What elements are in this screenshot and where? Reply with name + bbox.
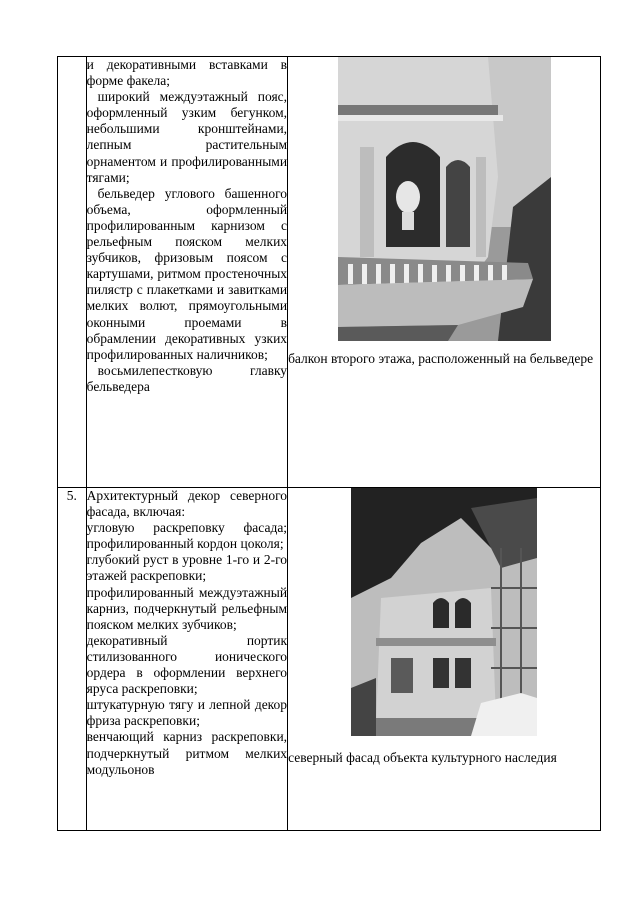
description-paragraph: декоративный портик стилизованного ионического ордера в оформлении верхнего яруса раскреповки;: [86, 632, 288, 697]
photo-caption: балкон второго этажа, расположенный на бельведере: [288, 351, 594, 366]
north-facade-photo-graphic: [351, 488, 537, 736]
description-paragraph: восьмилепестковую главку бельведера: [86, 362, 288, 394]
photo-cell: [288, 57, 601, 488]
description-paragraph: Архитектурный декор северного фасада, включая:: [86, 488, 288, 520]
description-paragraph: штукатурную тягу и лепной декор фриза раскреповки;: [86, 697, 288, 729]
tower-balcony-photo: [338, 57, 551, 341]
table-row: [58, 57, 601, 488]
row-number: [58, 57, 87, 488]
photo-caption: северный фасад объекта культурного наследия: [288, 750, 557, 765]
row-number: 5.: [58, 488, 87, 831]
north-facade-photo: [351, 488, 537, 736]
description-paragraph: профилированный междуэтажный карниз, подчеркнутый рельефным пояском мелких зубчиков;: [86, 584, 288, 632]
description-cell: [86, 488, 287, 831]
photo-cell: [288, 488, 601, 831]
description-paragraph: бельведер углового башенного объема, оформленный профилированным карнизом с рельефным пояском мелких зубчиков, фризовым поясом с картушами, ритмом простеночных пилястр с плакетками и завитками мелких волют, прямоугольными оконными проемами в обрамлении декоративных узких профилированных наличников;: [86, 185, 288, 362]
description-paragraph: глубокий руст в уровне 1-го и 2-го этажей раскреповки;: [86, 552, 288, 584]
heritage-table: [57, 56, 601, 831]
description-cell: [86, 57, 287, 488]
tower-balcony-photo-graphic: [338, 57, 551, 341]
description-paragraph: угловую раскреповку фасада; профилированный кордон цоколя;: [86, 520, 288, 552]
description-paragraph: и декоративными вставками в форме факела;: [86, 57, 288, 89]
description-paragraph: широкий междуэтажный пояс, оформленный узким бегунком, небольшими кронштейнами, лепным растительным орнаментом и профилированными тягами;: [86, 89, 288, 185]
table-row: [58, 488, 601, 831]
description-paragraph: венчающий карниз раскреповки, подчеркнутый ритмом мелких модульонов: [86, 729, 288, 777]
